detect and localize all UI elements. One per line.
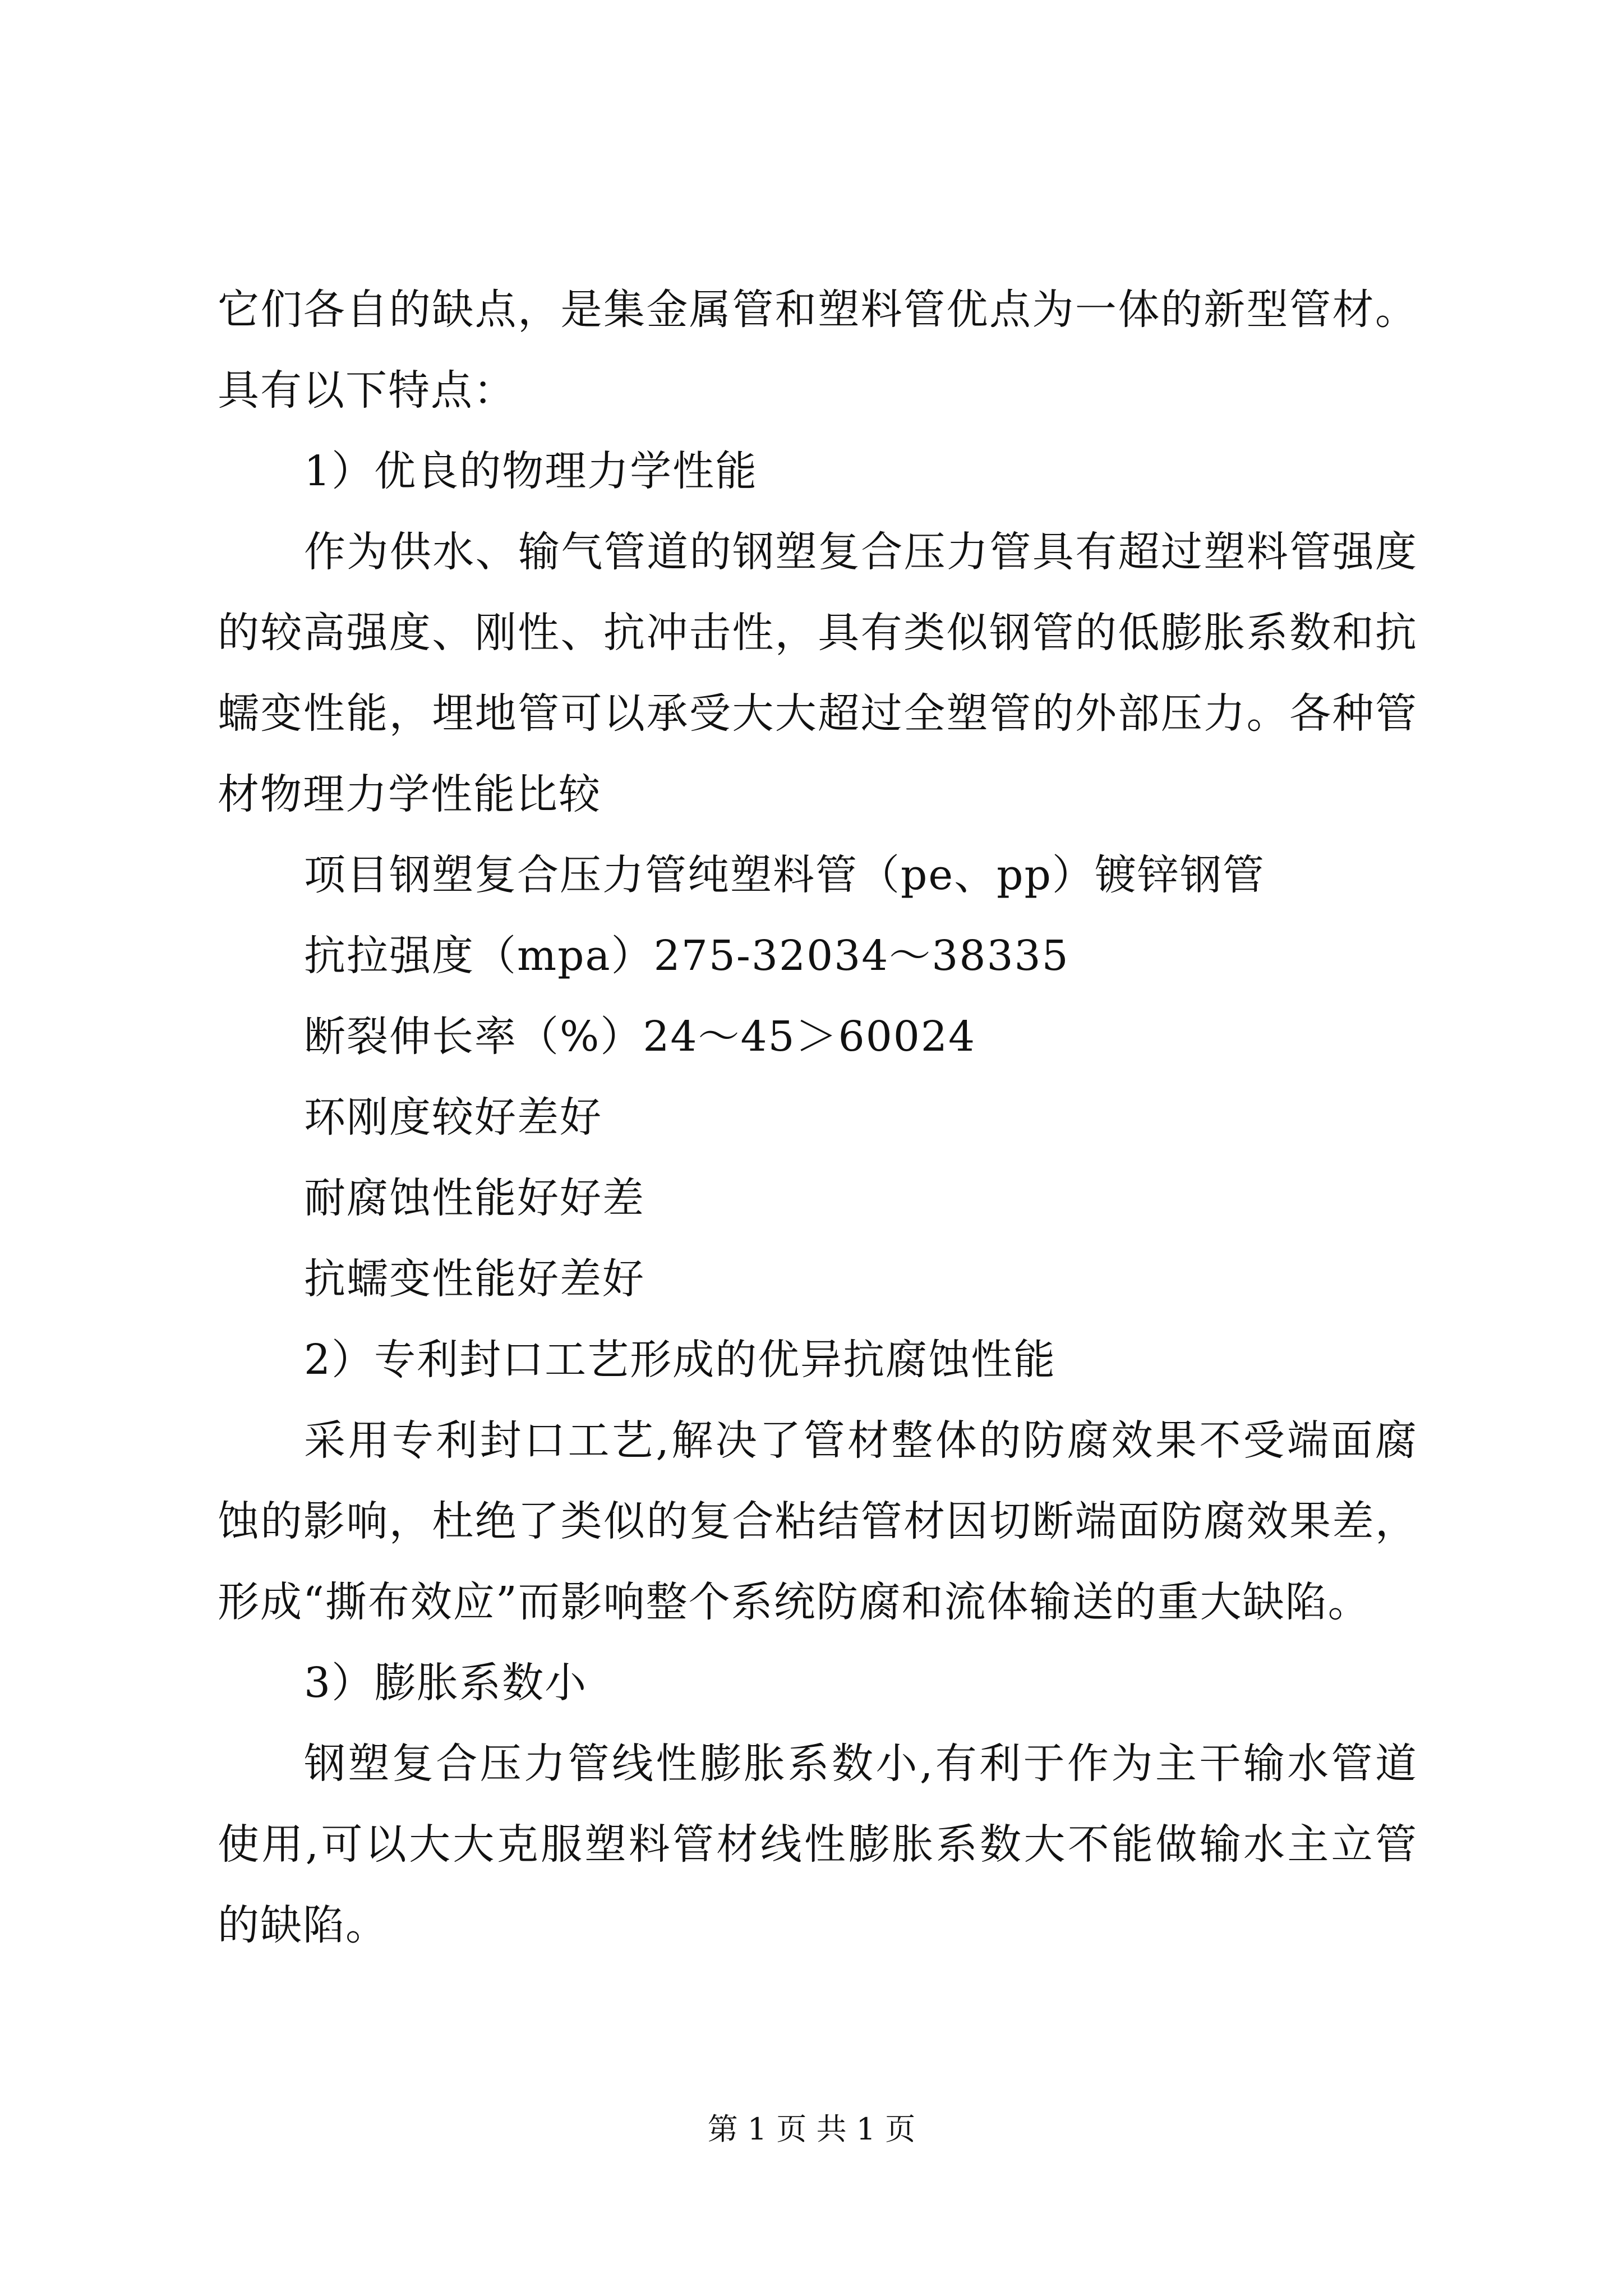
comparison-row-creep: 抗蠕变性能好差好: [304, 1255, 645, 1303]
comparison-row-tensile: 抗拉强度（mpa）275-32034～38335: [304, 932, 1069, 980]
comparison-row-header: 项目钢塑复合压力管纯塑料管（pe、pp）镀锌钢管: [304, 851, 1265, 899]
comparison-row-ring-stiffness: 环刚度较好差好: [304, 1093, 602, 1142]
page-footer: 第 1 页 共 1 页: [707, 2111, 916, 2147]
paragraph-2: 作为供水、输气管道的钢塑复合压力管具有超过塑料管强度的较高强度、刚性、抗冲击性，具有类似钢管的低膨胀系数和抗蠕变性能，埋地管可以承受大大超过全塑管的外部压力。各种管材物理力学性能比较: [218, 528, 1418, 818]
paragraph-3: 采用专利封口工艺,解决了管材整体的防腐效果不受端面腐蚀的影响，杜绝了类似的复合粘结管材因切断端面防腐效果差，形成“撕布效应”而影响整个系统防腐和流体输送的重大缺陷。: [218, 1416, 1418, 1626]
document-body: [218, 269, 1418, 1966]
paragraph-1: 它们各自的缺点，是集金属管和塑料管优点为一体的新型管材。具有以下特点：: [218, 286, 1418, 415]
section-heading-3: 3）膨胀系数小: [304, 1659, 588, 1707]
paragraph-4: 钢塑复合压力管线性膨胀系数小,有利于作为主干输水管道使用,可以大大克服塑料管材线性膨胀系数大不能做输水主立管的缺陷。: [218, 1740, 1418, 1949]
section-heading-1: 1）优良的物理力学性能: [304, 447, 758, 495]
comparison-row-elongation: 断裂伸长率（%）24～45＞60024: [304, 1013, 976, 1061]
section-heading-2: 2）专利封口工艺形成的优异抗腐蚀性能: [304, 1336, 1057, 1384]
comparison-row-corrosion: 耐腐蚀性能好好差: [304, 1174, 645, 1222]
